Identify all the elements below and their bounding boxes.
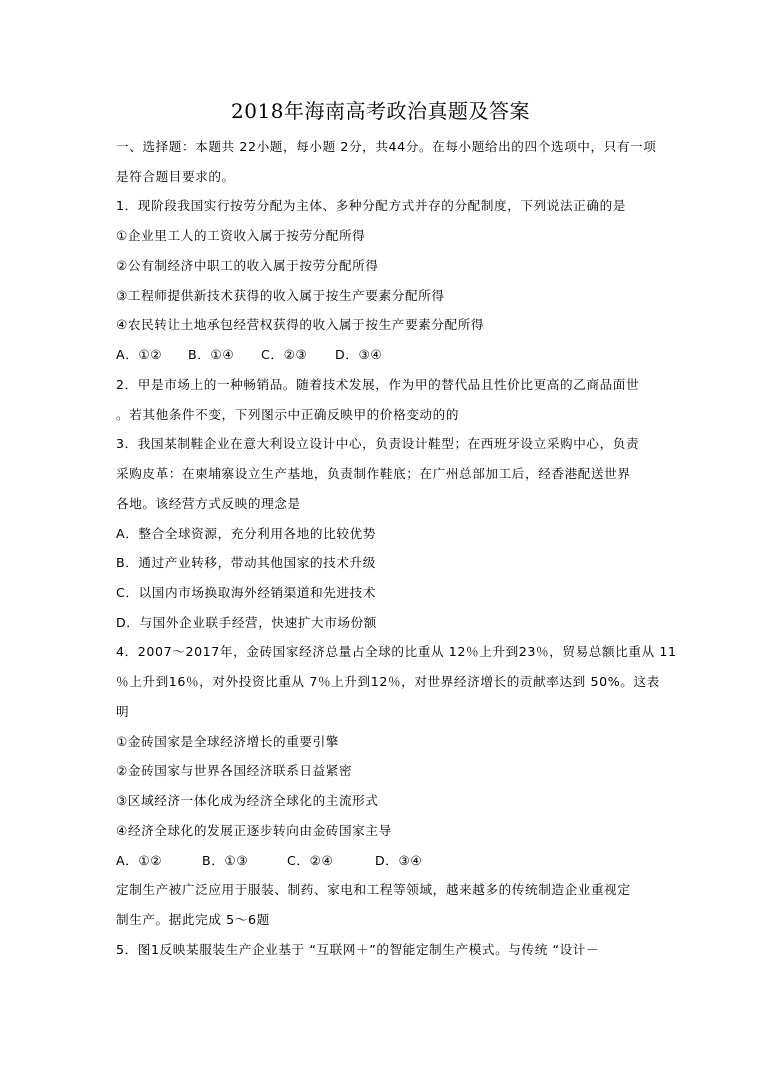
page-title: 2018年海南高考政治真题及答案	[231, 99, 530, 123]
question-4-stem: 明	[116, 703, 130, 719]
question-1-stem: 1．现阶段我国实行按劳分配为主体、多种分配方式并存的分配制度，下列说法正确的是	[116, 198, 626, 214]
question-1-option-a: A．①②	[116, 347, 163, 363]
question-4-option-a: A．①②	[116, 852, 163, 868]
question-3-choice-c: C．以国内市场换取海外经销渠道和先进技术	[116, 585, 377, 601]
question-3-stem: 采购皮革：在柬埔寨设立生产基地，负责制作鞋底；在广州总部加工后，经香港配送世界	[116, 466, 631, 482]
question-4-option-c: C．②④	[287, 852, 334, 868]
question-3-choice-a: A．整合全球资源，充分利用各地的比较优势	[116, 525, 376, 541]
question-1-option-c: C．②③	[261, 347, 308, 363]
material-5-6-line: 定制生产被广泛应用于服装、制药、家电和工程等领域，越来越多的传统制造企业重视定	[116, 882, 631, 898]
question-1-statement: ④农民转让土地承包经营权获得的收入属于按生产要素分配所得	[116, 317, 485, 333]
question-4-option-b: B．①③	[202, 852, 249, 868]
question-4-statement: ①金砖国家是全球经济增长的重要引擎	[116, 733, 339, 749]
question-4-statement: ③区域经济一体化成为经济全球化的主流形式	[116, 793, 379, 809]
question-3-stem: 各地。该经营方式反映的理念是	[116, 495, 301, 511]
question-2-stem: 2．甲是市场上的一种畅销品。随着技术发展，作为甲的替代品且性价比更高的乙商品面世	[116, 376, 640, 392]
question-2-stem: 。若其他条件不变，下列图示中正确反映甲的价格变动的的	[116, 406, 460, 422]
question-3-choice-b: B．通过产业转移，带动其他国家的技术升级	[116, 555, 376, 571]
question-4-option-d: D．③④	[375, 852, 423, 868]
section-intro-line: 是符合题目要求的。	[116, 168, 235, 184]
question-1-option-d: D．③④	[335, 347, 383, 363]
question-4-stem: ％上升到16％，对外投资比重从 7％上升到12％，对世界经济增长的贡献率达到 50%。这表	[116, 674, 660, 690]
question-3-stem: 3．我国某制鞋企业在意大利设立设计中心，负责设计鞋型；在西班牙设立采购中心，负责	[116, 436, 640, 452]
question-1-statement: ③工程师提供新技术获得的收入属于按生产要素分配所得	[116, 287, 445, 303]
question-4-statement: ④经济全球化的发展正逐步转向由金砖国家主导	[116, 822, 392, 838]
section-intro-line: 一、选择题：本题共 22小题，每小题 2分，共44分。在每小题给出的四个选项中，只有一项	[116, 139, 657, 154]
question-5-stem: 5．图1反映某服装生产企业基于 “互联网＋”的智能定制生产模式。与传统 “设计－	[116, 941, 600, 957]
document-body	[116, 138, 677, 971]
question-1-statement: ②公有制经济中职工的收入属于按劳分配所得	[116, 257, 379, 273]
question-1-statement: ①企业里工人的工资收入属于按劳分配所得	[116, 228, 366, 244]
question-1-options	[116, 346, 656, 376]
question-4-options	[116, 852, 656, 882]
material-5-6-line: 制生产。据此完成 5～6题	[116, 912, 270, 928]
question-4-statement: ②金砖国家与世界各国经济联系日益紧密	[116, 763, 353, 779]
question-4-stem: 4．2007～2017年，金砖国家经济总量占全球的比重从 12％上升到23％，贸易总额比重从 11	[116, 644, 677, 660]
question-1-option-b: B．①④	[188, 347, 235, 363]
question-3-choice-d: D．与国外企业联手经营，快速扩大市场份额	[116, 614, 377, 630]
